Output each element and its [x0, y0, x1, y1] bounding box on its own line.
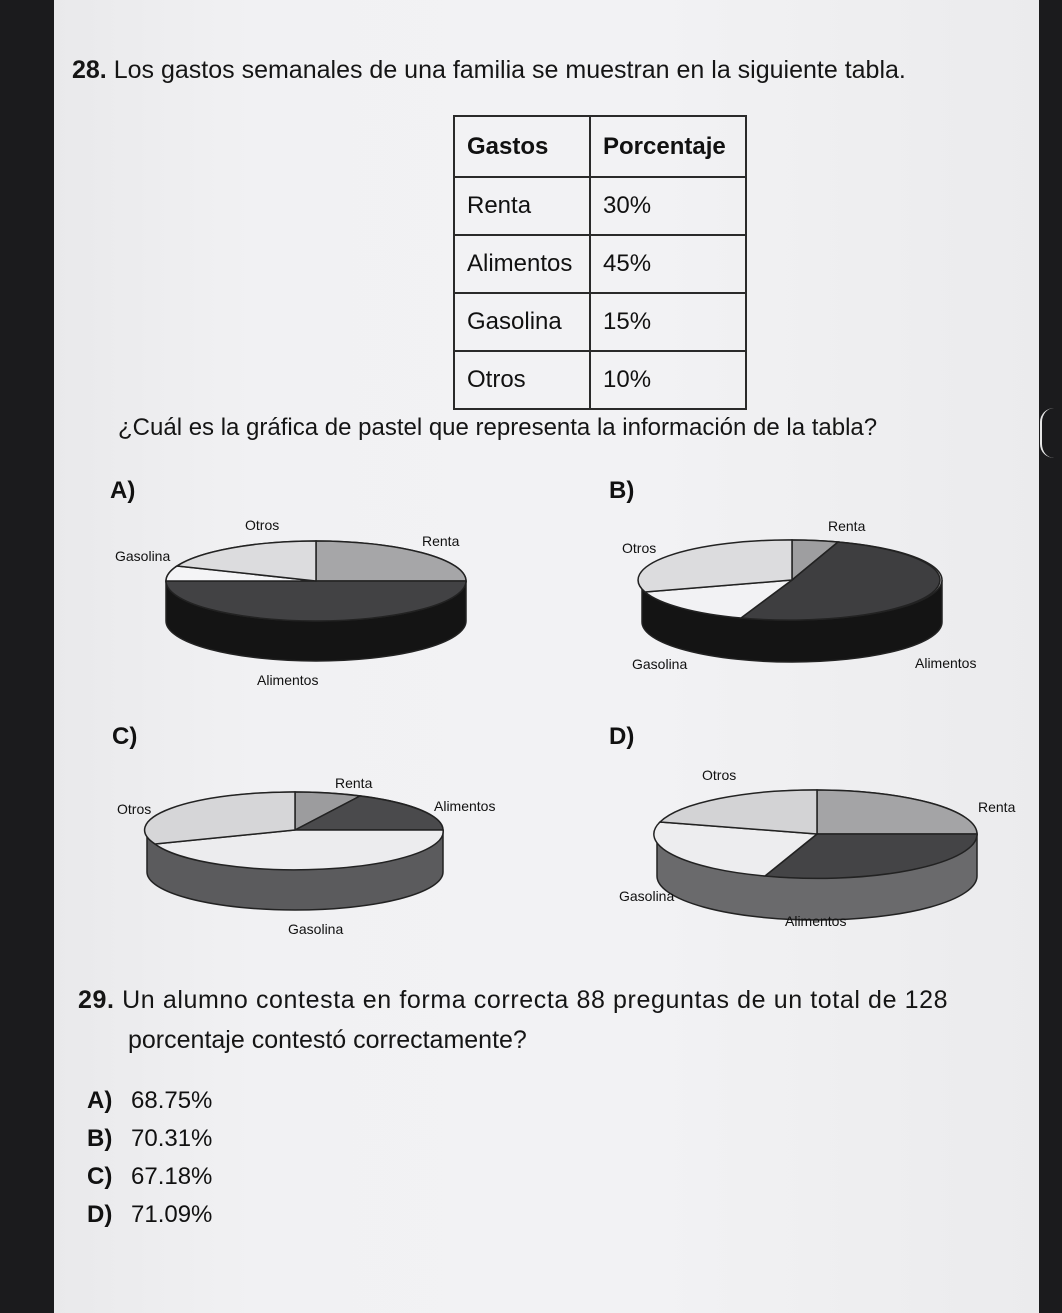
answer-value: 70.31% [131, 1125, 213, 1152]
table-cell-gasto: Gasolina [454, 293, 590, 351]
question-28-statement [72, 56, 906, 85]
option-b-label: B) [609, 477, 635, 504]
pie-d-slice-renta [817, 790, 977, 834]
question-29-statement [78, 986, 948, 1015]
pie-b-label-alimentos: Alimentos [915, 655, 977, 671]
table-row [454, 293, 746, 351]
question-28-text: Los gastos semanales de una familia se muestran en la siguiente tabla. [113, 56, 906, 84]
table-cell-gasto: Otros [454, 351, 590, 409]
table-header-row [454, 116, 746, 177]
question-28-number: 28. [72, 56, 107, 84]
pie-c-label-alimentos: Alimentos [434, 798, 496, 814]
pie-b-label-renta: Renta [828, 518, 866, 534]
question-29-number: 29. [78, 986, 115, 1014]
table-cell-gasto: Renta [454, 177, 590, 235]
pie-d-label-alimentos: Alimentos [785, 913, 847, 929]
pie-b-label-gasolina: Gasolina [632, 656, 688, 672]
pie-d-label-gasolina: Gasolina [619, 888, 675, 904]
answer-letter: B) [87, 1125, 113, 1152]
pie-b-label-otros: Otros [622, 540, 657, 556]
table-cell-porcentaje: 10% [590, 351, 746, 409]
answer-option-b[interactable] [87, 1120, 212, 1158]
pie-a-label-alimentos: Alimentos [257, 672, 319, 688]
pie-d-label-renta: Renta [978, 799, 1016, 815]
pie-chart-option-b[interactable] [610, 510, 1010, 680]
pie-chart-option-c[interactable] [105, 770, 525, 945]
table-header-gastos: Gastos [454, 116, 590, 177]
answer-letter: C) [87, 1163, 113, 1190]
question-29-text-line2: porcentaje contestó correctamente? [128, 1026, 527, 1054]
page-edge-mark [1040, 408, 1056, 458]
pie-chart-option-a[interactable] [105, 510, 485, 700]
pie-c-label-otros: Otros [117, 801, 152, 817]
option-a-label: A) [110, 477, 136, 504]
question-29-text-line1: Un alumno contesta en forma correcta 88 preguntas de un total de 128 [122, 986, 949, 1014]
answer-letter: D) [87, 1201, 113, 1228]
table-row [454, 351, 746, 409]
pie-a-label-gasolina: Gasolina [115, 548, 171, 564]
answer-value: 68.75% [131, 1087, 213, 1114]
expenses-table [453, 115, 747, 410]
table-cell-porcentaje: 30% [590, 177, 746, 235]
option-c-label: C) [112, 723, 138, 750]
table-cell-porcentaje: 45% [590, 235, 746, 293]
table-row [454, 235, 746, 293]
table-row [454, 177, 746, 235]
answer-option-a[interactable] [87, 1082, 212, 1120]
pie-a-label-otros: Otros [245, 517, 280, 533]
answer-value: 71.09% [131, 1201, 213, 1228]
answer-value: 67.18% [131, 1163, 213, 1190]
answer-letter: A) [87, 1087, 113, 1114]
question-29-answers [87, 1082, 212, 1234]
pie-c-label-gasolina: Gasolina [288, 921, 344, 937]
pie-d-label-otros: Otros [702, 767, 737, 783]
question-28-prompt: ¿Cuál es la gráfica de pastel que representa la información de la tabla? [118, 414, 878, 441]
option-d-label: D) [609, 723, 635, 750]
answer-option-d[interactable] [87, 1196, 212, 1234]
pie-chart-option-d[interactable] [610, 760, 1030, 940]
table-cell-porcentaje: 15% [590, 293, 746, 351]
table-cell-gasto: Alimentos [454, 235, 590, 293]
table-header-porcentaje: Porcentaje [590, 116, 746, 177]
pie-a-label-renta: Renta [422, 533, 460, 549]
answer-option-c[interactable] [87, 1158, 212, 1196]
pie-c-label-renta: Renta [335, 775, 373, 791]
